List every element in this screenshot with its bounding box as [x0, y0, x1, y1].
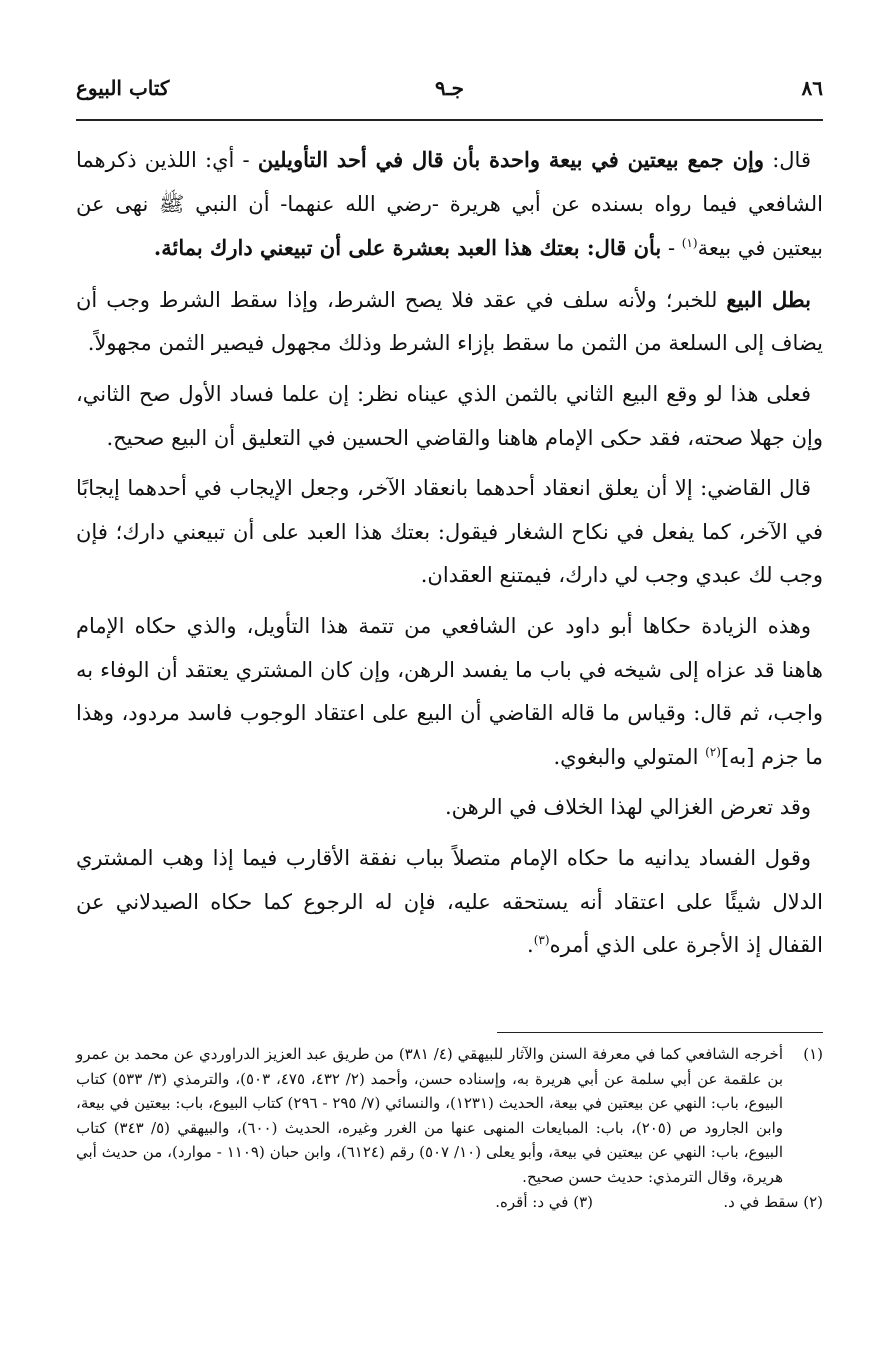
- footnote-1-number: (١): [803, 1045, 823, 1063]
- paragraph-6: وقد تعرض الغزالي لهذا الخلاف في الرهن.: [444, 795, 811, 820]
- text-run: - أي: اللذين ذكرهما الشافعي فيما رواه بسنده عن أبي هريرة -رضي الله عنهما- أن النبي ﷺ نهى عن بيعتين في بيعة: [76, 148, 823, 261]
- paragraph-4: قال القاضي: إلا أن يعلق انعقاد أحدهما بانعقاد الآخر، وجعل الإيجاب في أحدهما إيجابًا في الآخر، كما يفعل في نكاح الشغار فيقول: بعتك هذا العبد على أن تبيعني دارك؛ فإن وجب لك عبدي وجب لي دارك، فيمتنع العقدان.: [76, 476, 823, 588]
- text-run: .: [527, 933, 534, 958]
- text-run: وقول الفساد يدانيه ما حكاه الإمام متصلاً بباب نفقة الأقارب فيما إذا وهب المشتري الدلال شيئًا على اعتقاد أنه يستحقه عليه، فإن له الرجوع كما حكاه الصيدلاني عن القفال إذ الأجرة على الذي أمره: [76, 845, 823, 958]
- page-number: ٨٦: [801, 76, 823, 100]
- header-rule: [76, 119, 823, 121]
- footnote-ref: (٣): [533, 933, 550, 948]
- footnote-separator: [497, 1032, 823, 1033]
- text-run: قال:: [764, 148, 811, 172]
- text-run: بأن قال: بعتك هذا العبد بعشرة على أن تبيعني دارك بمائة.: [153, 235, 662, 261]
- paragraph-7: [76, 837, 823, 968]
- text-run: وإن جمع بيعتين في بيعة واحدة بأن قال في أحد التأويلين: [257, 147, 765, 172]
- footnote-3: (٣) في د: أقره.: [495, 1192, 593, 1211]
- footnote-1-text: أخرجه الشافعي كما في معرفة السنن والآثار للبيهقي (٤/ ٣٨١) من طريق عبد العزيز الدراوردي عن محمد بن عمرو بن علقمة عن أبي سلمة عن أبي هريرة به، وإسناده حسن، وأحمد (٢/ ٤٣٢، ٤٧٥، ٥٠٣)، والترمذي (٣/ ٥٣٣) كتاب البيوع، باب: النهي عن بيعتين في بيعة، الحديث (١٢٣١)، والنسائي (٧/ ٢٩٥ - ٢٩٦) كتاب البيوع، باب: بيعتين في بيعة، وابن الجارود ص (٢٠٥)، باب: المبايعات المنهى عنها من الغرر وغيره، الحديث (٦٠٠)، والبيهقي (٥/ ٣٤٣) كتاب البيوع، باب: النهي عن بيعتين في بيعة، وأبو يعلى (١٠/ ٥٠٧) رقم (٦١٢٤)، وابن حبان (١١٠٩ - موارد)، من حديث أبي هريرة، وقال الترمذي: حديث حسن صحيح.: [76, 1045, 784, 1186]
- text-run: -: [661, 236, 682, 261]
- footnote-ref: (١): [681, 236, 698, 251]
- book-page: [76, 0, 823, 1371]
- footnote-ref: (٢): [705, 744, 721, 759]
- footnote-2: (٢) سقط في د.: [723, 1192, 823, 1211]
- footnote-row: [76, 1190, 823, 1215]
- paragraph-2: [76, 278, 823, 366]
- book-title: كتاب البيوع: [76, 76, 170, 100]
- paragraph-5: [76, 605, 823, 779]
- paragraph-3: فعلى هذا لو وقع البيع الثاني بالثمن الذي عيناه نظر: إن علما فساد الأول صح الثاني، وإن جهلا صحته، فقد حكى الإمام هاهنا والقاضي الحسين في التعليق أن البيع صحيح.: [76, 381, 823, 450]
- main-text: [76, 138, 823, 975]
- footnotes: [76, 1042, 823, 1215]
- footnote-1: [76, 1042, 823, 1190]
- page-header: [76, 76, 823, 110]
- text-run: وهذه الزيادة حكاها أبو داود عن الشافعي من تتمة هذا التأويل، والذي حكاه الإمام هاهنا قد عزاه إلى شيخه في باب ما يفسد الرهن، وإن كان المشتري يعتقد أن الوفاء به واجب، ثم قال: وقياس ما قاله القاضي أن البيع على اعتقاد الوجوب فاسد مردود، وهذا ما جزم [به]: [76, 613, 823, 769]
- paragraph-1: [76, 138, 823, 271]
- text-run: بطل البيع: [726, 286, 811, 312]
- text-run: للخبر؛ ولأنه سلف في عقد فلا يصح الشرط، وإذا سقط الشرط وجب أن يضاف إلى السلعة من الثمن ما سقط بإزاء الشرط وذلك مجهول فيصير الثمن مجهولاً.: [76, 287, 823, 356]
- volume-label: جـ٩: [435, 76, 464, 100]
- text-run: المتولي والبغوي.: [553, 744, 706, 769]
